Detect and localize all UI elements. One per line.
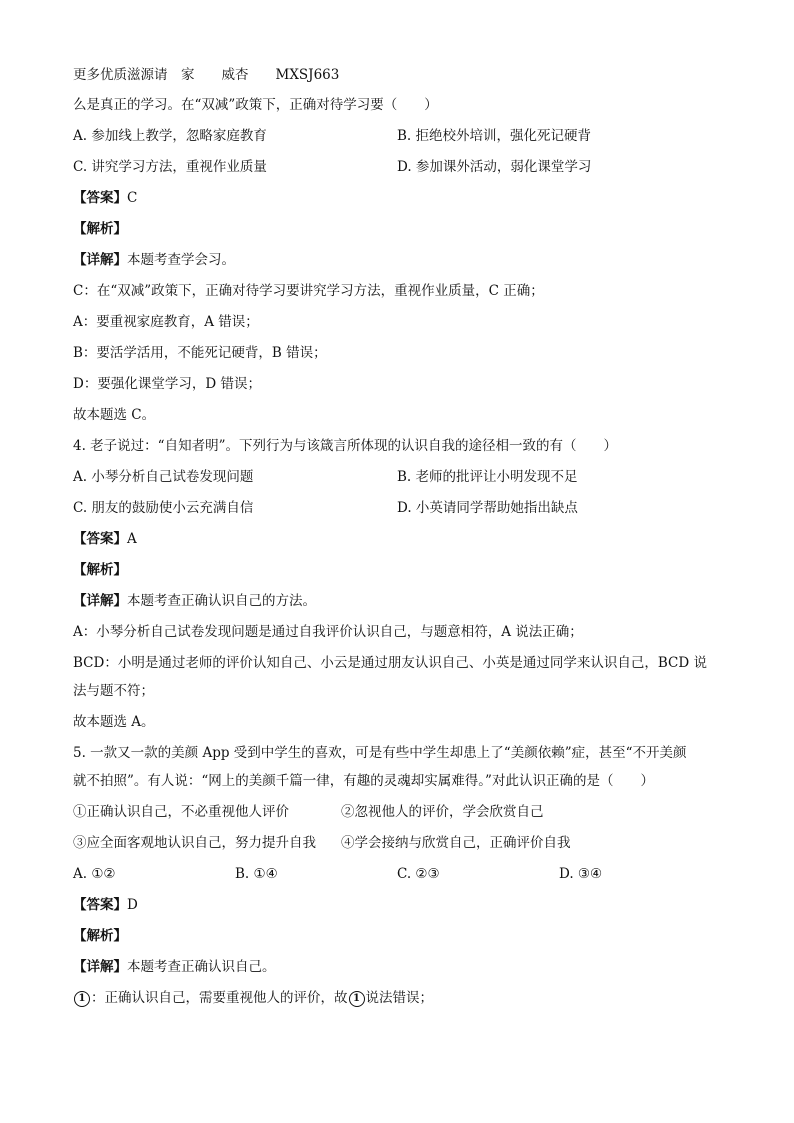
- q5-item-2: ②忽视他人的评价，学会欣赏自己: [341, 804, 544, 820]
- analysis-tag: 【解析】: [73, 221, 127, 237]
- q3-options-row-1: [73, 129, 728, 160]
- circled-number: 1: [74, 991, 90, 1007]
- q3-answer: [73, 191, 728, 222]
- q5-answer: [73, 898, 728, 929]
- q5-option-c: C. ②③: [397, 866, 440, 882]
- q5-explain-text-end: 说法错误；: [365, 990, 433, 1006]
- q3-detail: [73, 253, 728, 284]
- q3-explain-line: A：要重视家庭教育，A 错误；: [73, 314, 259, 330]
- q3-conclusion: 故本题选 C。: [73, 407, 156, 423]
- q5-item-3: ③应全面客观地认识自己，努力提升自我: [73, 835, 316, 851]
- q4-explain-line: A：小琴分析自己试卷发现问题是通过自我评价认识自己，与题意相符，A 说法正确；: [73, 624, 583, 640]
- q3-answer-value: C: [127, 190, 138, 206]
- q5-detail-text: 本题考查正确认识自己。: [127, 959, 276, 975]
- q3-analysis: [73, 222, 728, 253]
- q5-option-a: A. ①②: [73, 866, 116, 882]
- q5-explain-line: [73, 991, 728, 1022]
- q5-item-1: ①正确认识自己，不必重视他人评价: [73, 804, 289, 820]
- q3-option-d: D. 参加课外活动，弱化课堂学习: [397, 159, 592, 175]
- q4-answer-value: A: [127, 531, 137, 547]
- answer-tag: 【答案】: [73, 531, 127, 547]
- circled-number: 1: [349, 991, 365, 1007]
- q5-items-row-2: [73, 836, 728, 867]
- page-header: 更多优质滋源请 家 威杏 MXSJ663: [73, 67, 340, 83]
- q4-explain-line: 法与题不符；: [73, 683, 154, 699]
- q5-analysis: [73, 929, 728, 960]
- q3-stem: 么是真正的学习。在“双减”政策下，正确对待学习要（ ）: [73, 97, 438, 113]
- q5-option-d: D. ③④: [559, 866, 603, 882]
- q4-stem: 4. 老子说过：“自知者明”。下列行为与该箴言所体现的认识自我的途径相一致的有（ ）: [73, 438, 617, 454]
- q4-options-row-1: [73, 470, 728, 501]
- q4-explain-line: BCD：小明是通过老师的评价认知自己、小云是通过朋友认识自己、小英是通过同学来认识自己，BCD 说: [73, 655, 707, 671]
- q3-options-row-2: [73, 160, 728, 191]
- q3-option-a: A. 参加线上教学，忽略家庭教育: [73, 128, 267, 144]
- q3-explain-line: B：要活学活用，不能死记硬背，B 错误；: [73, 345, 327, 361]
- q5-explain-text: ：正确认识自己，需要重视他人的评价，故: [91, 990, 348, 1006]
- q4-option-a: A. 小琴分析自己试卷发现问题: [73, 469, 254, 485]
- analysis-tag: 【解析】: [73, 562, 127, 578]
- q4-option-b: B. 老师的批评让小明发现不足: [397, 469, 578, 485]
- q4-detail-text: 本题考查正确认识自己的方法。: [127, 593, 316, 609]
- q3-option-c: C. 讲究学习方法，重视作业质量: [73, 159, 267, 175]
- q5-options-row: [73, 867, 728, 898]
- q5-detail: [73, 960, 728, 991]
- q3-explain-line: C：在“双减”政策下，正确对待学习要讲究学习方法，重视作业质量，C 正确；: [73, 283, 544, 299]
- q5-items-row-1: [73, 805, 728, 836]
- detail-tag: 【详解】: [73, 252, 127, 268]
- q5-answer-value: D: [127, 897, 138, 913]
- q4-detail: [73, 594, 728, 625]
- q4-options-row-2: [73, 501, 728, 532]
- analysis-tag: 【解析】: [73, 928, 127, 944]
- q3-option-b: B. 拒绝校外培训，强化死记硬背: [397, 128, 592, 144]
- q4-analysis: [73, 563, 728, 594]
- q4-option-c: C. 朋友的鼓励使小云充满自信: [73, 500, 254, 516]
- document-content: [73, 68, 728, 1022]
- q5-stem-line: 5. 一款又一款的美颜 App 受到中学生的喜欢，可是有些中学生却患上了“美颜依赖”症，甚至“不开美颜: [73, 745, 687, 761]
- detail-tag: 【详解】: [73, 593, 127, 609]
- q5-item-4: ④学会接纳与欣赏自己，正确评价自我: [341, 835, 571, 851]
- q4-answer: [73, 532, 728, 563]
- q4-conclusion: 故本题选 A。: [73, 714, 155, 730]
- q5-stem-line: 就不拍照”。有人说：“网上的美颜千篇一律，有趣的灵魂却实属难得。”对此认识正确的是（ ）: [73, 773, 654, 789]
- detail-tag: 【详解】: [73, 959, 127, 975]
- q5-option-b: B. ①④: [235, 866, 278, 882]
- q4-option-d: D. 小英请同学帮助她指出缺点: [397, 500, 578, 516]
- q3-explain-line: D：要强化课堂学习，D 错误；: [73, 376, 261, 392]
- answer-tag: 【答案】: [73, 897, 127, 913]
- q3-detail-text: 本题考查学会习。: [127, 252, 235, 268]
- answer-tag: 【答案】: [73, 190, 127, 206]
